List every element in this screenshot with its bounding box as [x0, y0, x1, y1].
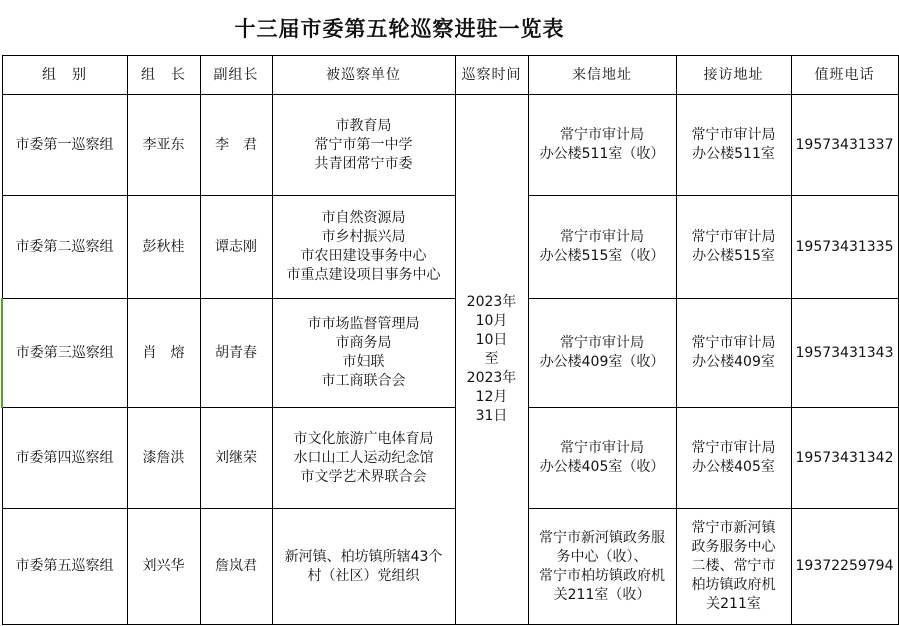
visit-address-cell: 常宁市新河镇 政务服务中心 二楼、常宁市 柏坊镇政府机 关211室: [676, 509, 791, 625]
leader-cell: 肖 熔: [127, 299, 200, 408]
units-cell: 市教育局 常宁市第一中学 共青团常宁市委: [272, 95, 455, 196]
header-time: 巡察时间: [455, 56, 528, 95]
group-cell: 市委第三巡察组: [2, 299, 127, 408]
units-cell: 市市场监督管理局 市商务局 市妇联 市工商联合会: [272, 299, 455, 408]
deputy-cell: 胡青春: [200, 299, 272, 408]
leader-cell: 刘兴华: [127, 509, 200, 625]
deputy-cell: 谭志刚: [200, 196, 272, 299]
leader-cell: 李亚东: [127, 95, 200, 196]
header-deputy: 副组长: [200, 56, 272, 95]
inspection-time-cell: 2023年 10月 10日 至 2023年 12月 31日: [455, 95, 528, 625]
table-row: [2, 509, 898, 625]
table-row: [2, 95, 898, 196]
inspection-table: [1, 55, 899, 625]
phone-cell: 19573431343: [791, 299, 898, 408]
phone-cell: 19573431335: [791, 196, 898, 299]
visit-address-cell: 常宁市审计局 办公楼515室: [676, 196, 791, 299]
group-cell: 市委第五巡察组: [2, 509, 127, 625]
header-units: 被巡察单位: [272, 56, 455, 95]
letter-address-cell: 常宁市审计局 办公楼511室（收）: [528, 95, 676, 196]
group-cell: 市委第一巡察组: [2, 95, 127, 196]
table-row: [2, 299, 898, 408]
header-row: [2, 56, 898, 95]
visit-address-cell: 常宁市审计局 办公楼511室: [676, 95, 791, 196]
header-phone: 值班电话: [791, 56, 898, 95]
leader-cell: 漆詹洪: [127, 408, 200, 509]
units-cell: 市文化旅游广电体育局 水口山工人运动纪念馆 市文学艺术界联合会: [272, 408, 455, 509]
letter-address-cell: 常宁市审计局 办公楼405室（收）: [528, 408, 676, 509]
phone-cell: 19573431337: [791, 95, 898, 196]
group-cell: 市委第四巡察组: [2, 408, 127, 509]
letter-address-cell: 常宁市审计局 办公楼515室（收）: [528, 196, 676, 299]
header-letter: 来信地址: [528, 56, 676, 95]
letter-address-cell: 常宁市新河镇政务服 务中心（收）、 常宁市柏坊镇政府机 关211室（收）: [528, 509, 676, 625]
visit-address-cell: 常宁市审计局 办公楼409室: [676, 299, 791, 408]
units-cell: 市自然资源局 市乡村振兴局 市农田建设事务中心 市重点建设项目事务中心: [272, 196, 455, 299]
header-group: 组 别: [2, 56, 127, 95]
deputy-cell: 李 君: [200, 95, 272, 196]
deputy-cell: 詹岚君: [200, 509, 272, 625]
units-cell: 新河镇、柏坊镇所辖43个 村（社区）党组织: [272, 509, 455, 625]
page-title: 十三届市委第五轮巡察进驻一览表: [234, 16, 565, 41]
group-cell: 市委第二巡察组: [2, 196, 127, 299]
table-row: [2, 408, 898, 509]
phone-cell: 19573431342: [791, 408, 898, 509]
leader-cell: 彭秋桂: [127, 196, 200, 299]
header-visit: 接访地址: [676, 56, 791, 95]
header-leader: 组 长: [127, 56, 200, 95]
deputy-cell: 刘继荣: [200, 408, 272, 509]
letter-address-cell: 常宁市审计局 办公楼409室（收）: [528, 299, 676, 408]
table-row: [2, 196, 898, 299]
visit-address-cell: 常宁市审计局 办公楼405室: [676, 408, 791, 509]
phone-cell: 19372259794: [791, 509, 898, 625]
